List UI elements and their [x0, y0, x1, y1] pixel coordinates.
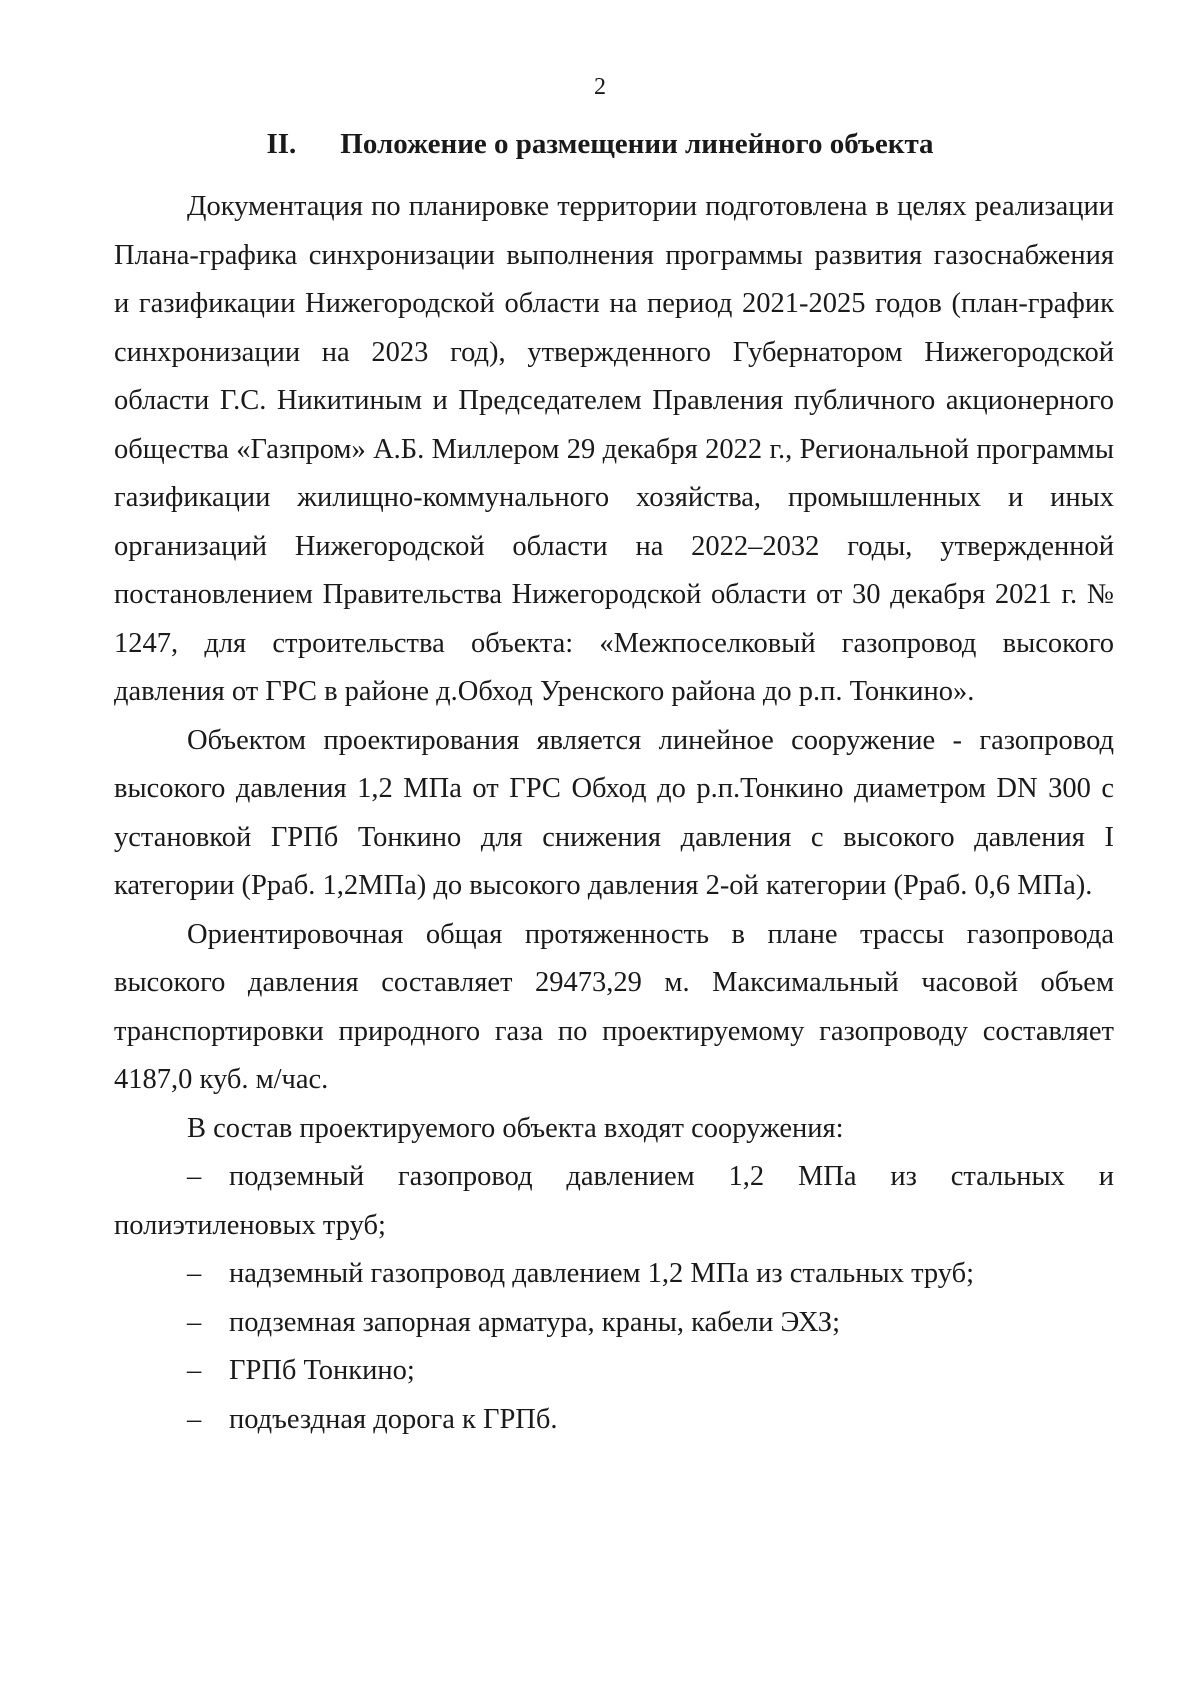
paragraph-composition-intro: В состав проектируемого объекта входят сооружения:: [187, 1112, 844, 1144]
paragraph-length-volume: Ориентировочная общая протяженность в плане трассы газопровода высокого давления составляет 29473,29 м. Максимальный часовой объем транспортировки природного газа по проектируемому газопроводу составляет 4187,0 куб. м/час.: [114, 918, 1114, 1095]
paragraph-design-object: Объектом проектирования является линейное сооружение - газопровод высокого давления 1,2 МПа от ГРС Обход до р.п.Тонкино диаметром DN 300 с установкой ГРПб Тонкино для снижения давления с высокого давления I категории (Рраб. 1,2МПа) до высокого давления 2-ой категории (Рраб. 0,6 МПа).: [114, 724, 1114, 901]
page-number: 2: [594, 74, 606, 100]
list-item: – подземная запорная арматура, краны, кабели ЭХЗ;: [114, 1299, 1114, 1348]
section-heading: [0, 126, 1200, 162]
list-marker: –: [187, 1306, 202, 1338]
list-item: – ГРПб Тонкино;: [114, 1347, 1114, 1396]
list-item: – надземный газопровод давлением 1,2 МПа из стальных труб;: [114, 1250, 1114, 1299]
paragraph-purpose: Документация по планировке территории подготовлена в целях реализации Плана-графика синхронизации выполнения программы развития газоснабжения и газификации Нижегородской области на период 2021-2025 годов (план-график синхронизации на 2023 год), утвержденного Губернатором Нижегородской области Г.С. Никитиным и Председателем Правления публичного акционерного общества «Газпром» А.Б. Миллером 29 декабря 2022 г., Региональной программы газификации жилищно-коммунального хозяйства, промышленных и иных организаций Нижегородской области на 2022–2032 годы, утвержденной постановлением Правительства Нижегородской области от 30 декабря 2021 г. № 1247, для строительства объекта: «Межпоселковый газопровод высокого давления от ГРС в районе д.Обход Уренского района до р.п. Тонкино».: [114, 191, 1114, 707]
section-title: Положение о размещении линейного объекта: [340, 128, 934, 160]
list-item: – подземный газопровод давлением 1,2 МПа из стальных и полиэтиленовых труб;: [114, 1153, 1114, 1250]
list-marker: –: [187, 1403, 202, 1435]
list-marker: –: [187, 1355, 202, 1386]
section-number: II.: [266, 128, 297, 160]
document-body: [114, 183, 1114, 1444]
list-item: – подъездная дорога к ГРПб.: [114, 1396, 1114, 1445]
list-marker: –: [187, 1161, 202, 1192]
structures-list: [114, 1153, 1114, 1444]
list-marker: –: [187, 1258, 202, 1289]
